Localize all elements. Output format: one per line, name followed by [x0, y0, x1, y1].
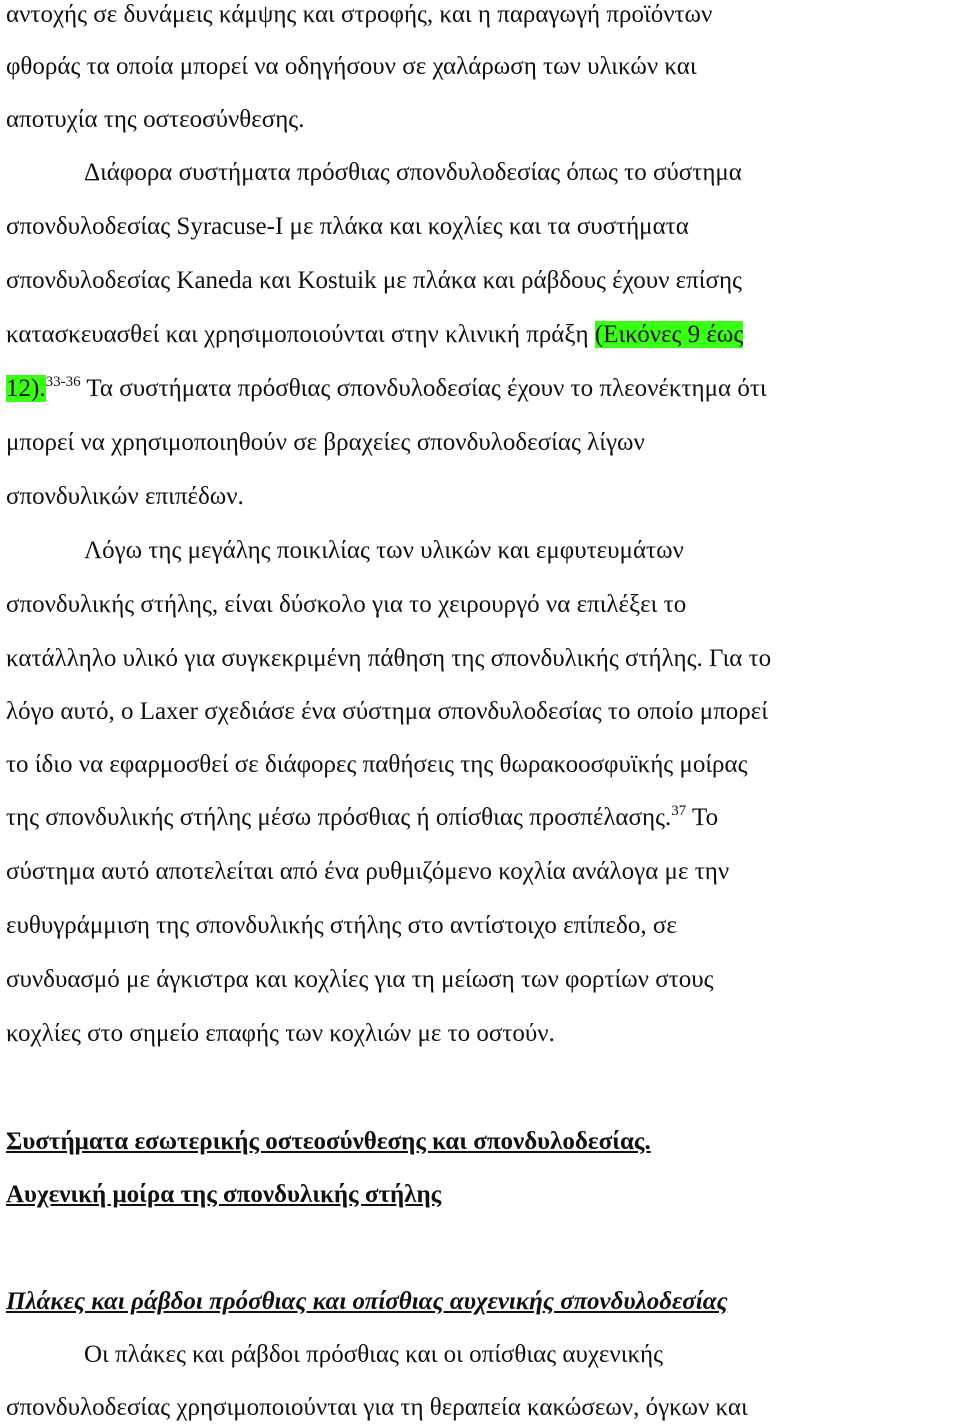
figure-reference-highlight: (Εικόνες 9 έως: [594, 321, 744, 348]
figure-reference-highlight-end: 12).: [6, 375, 46, 402]
paragraph3-line4: λόγο αυτό, ο Laxer σχεδιάσε ένα σύστημα σπονδυλοδεσίας το οποίο μπορεί: [6, 698, 769, 725]
paragraph2-line4: [6, 320, 743, 350]
paragraph3-line3: κατάλληλο υλικό για συγκεκριμένη πάθηση της σπονδυλικής στήλης. Για το: [6, 645, 772, 672]
paragraph3-line6-tail: Το: [686, 804, 719, 831]
subsection-heading: Αυχενική μοίρα της σπονδυλικής στήλης: [6, 1181, 442, 1208]
citation-superscript: 33-36: [45, 374, 81, 390]
paragraph2-line7: σπονδυλικών επιπέδων.: [6, 483, 244, 510]
paragraph3-line6: [6, 803, 718, 833]
paragraph3-line9: συνδυασμό με άγκιστρα και κοχλίες για τη μείωση των φορτίων στους: [6, 966, 714, 993]
paragraph1-line1: αντοχής σε δυνάμεις κάμψης και στροφής, και η παραγωγή προϊόντων: [6, 1, 713, 28]
paragraph2-line3: σπονδυλοδεσίας Kaneda και Kostuik με πλάκα και ράβδους έχουν επίσης: [6, 267, 742, 294]
paragraph4-line2: σπονδυλοδεσίας χρησιμοποιούνται για τη θεραπεία κακώσεων, όγκων και: [6, 1394, 748, 1421]
paragraph3-line6-text: της σπονδυλικής στήλης μέσω πρόσθιας ή οπίσθιας προσπέλασης.: [6, 804, 672, 831]
citation-superscript: 37: [671, 803, 687, 819]
paragraph2-line5: [6, 374, 767, 404]
topic-subheading: Πλάκες και ράβδοι πρόσθιας και οπίσθιας αυχενικής σπονδυλοδεσίας: [6, 1288, 728, 1315]
paragraph2-line1: Διάφορα συστήματα πρόσθιας σπονδυλοδεσίας όπως το σύστημα: [84, 159, 742, 186]
paragraph2-line4-text: κατασκευασθεί και χρησιμοποιούνται στην κλινική πράξη: [6, 321, 595, 348]
paragraph1-line2: φθοράς τα οποία μπορεί να οδηγήσουν σε χαλάρωση των υλικών και: [6, 53, 697, 80]
paragraph1-line3: αποτυχία της οστεοσύνθεσης.: [6, 106, 305, 133]
section-heading: Συστήματα εσωτερικής οστεοσύνθεσης και σπονδυλοδεσίας.: [6, 1128, 651, 1155]
paragraph3-line1: Λόγω της μεγάλης ποικιλίας των υλικών και εμφυτευμάτων: [84, 537, 684, 564]
paragraph2-line5-text: Τα συστήματα πρόσθιας σπονδυλοδεσίας έχουν το πλεονέκτημα ότι: [80, 375, 767, 402]
paragraph4-line1: Οι πλάκες και ράβδοι πρόσθιας και οι οπίσθιας αυχενικής: [84, 1341, 664, 1368]
paragraph3-line8: ευθυγράμμιση της σπονδυλικής στήλης στο αντίστοιχο επίπεδο, σε: [6, 912, 677, 939]
paragraph2-line6: μπορεί να χρησιμοποιηθούν σε βραχείες σπονδυλοδεσίας λίγων: [6, 429, 645, 456]
paragraph3-line2: σπονδυλικής στήλης, είναι δύσκολο για το χειρουργό να επιλέξει το: [6, 591, 687, 618]
paragraph3-line7: σύστημα αυτό αποτελείται από ένα ρυθμιζόμενο κοχλία ανάλογα με την: [6, 858, 730, 885]
paragraph3-line5: το ίδιο να εφαρμοσθεί σε διάφορες παθήσεις της θωρακοοσφυϊκής μοίρας: [6, 751, 748, 778]
paragraph2-line2: σπονδυλοδεσίας Syracuse-I με πλάκα και κοχλίες και τα συστήματα: [6, 213, 689, 240]
paragraph3-line10: κοχλίες στο σημείο επαφής των κοχλιών με το οστούν.: [6, 1020, 555, 1047]
